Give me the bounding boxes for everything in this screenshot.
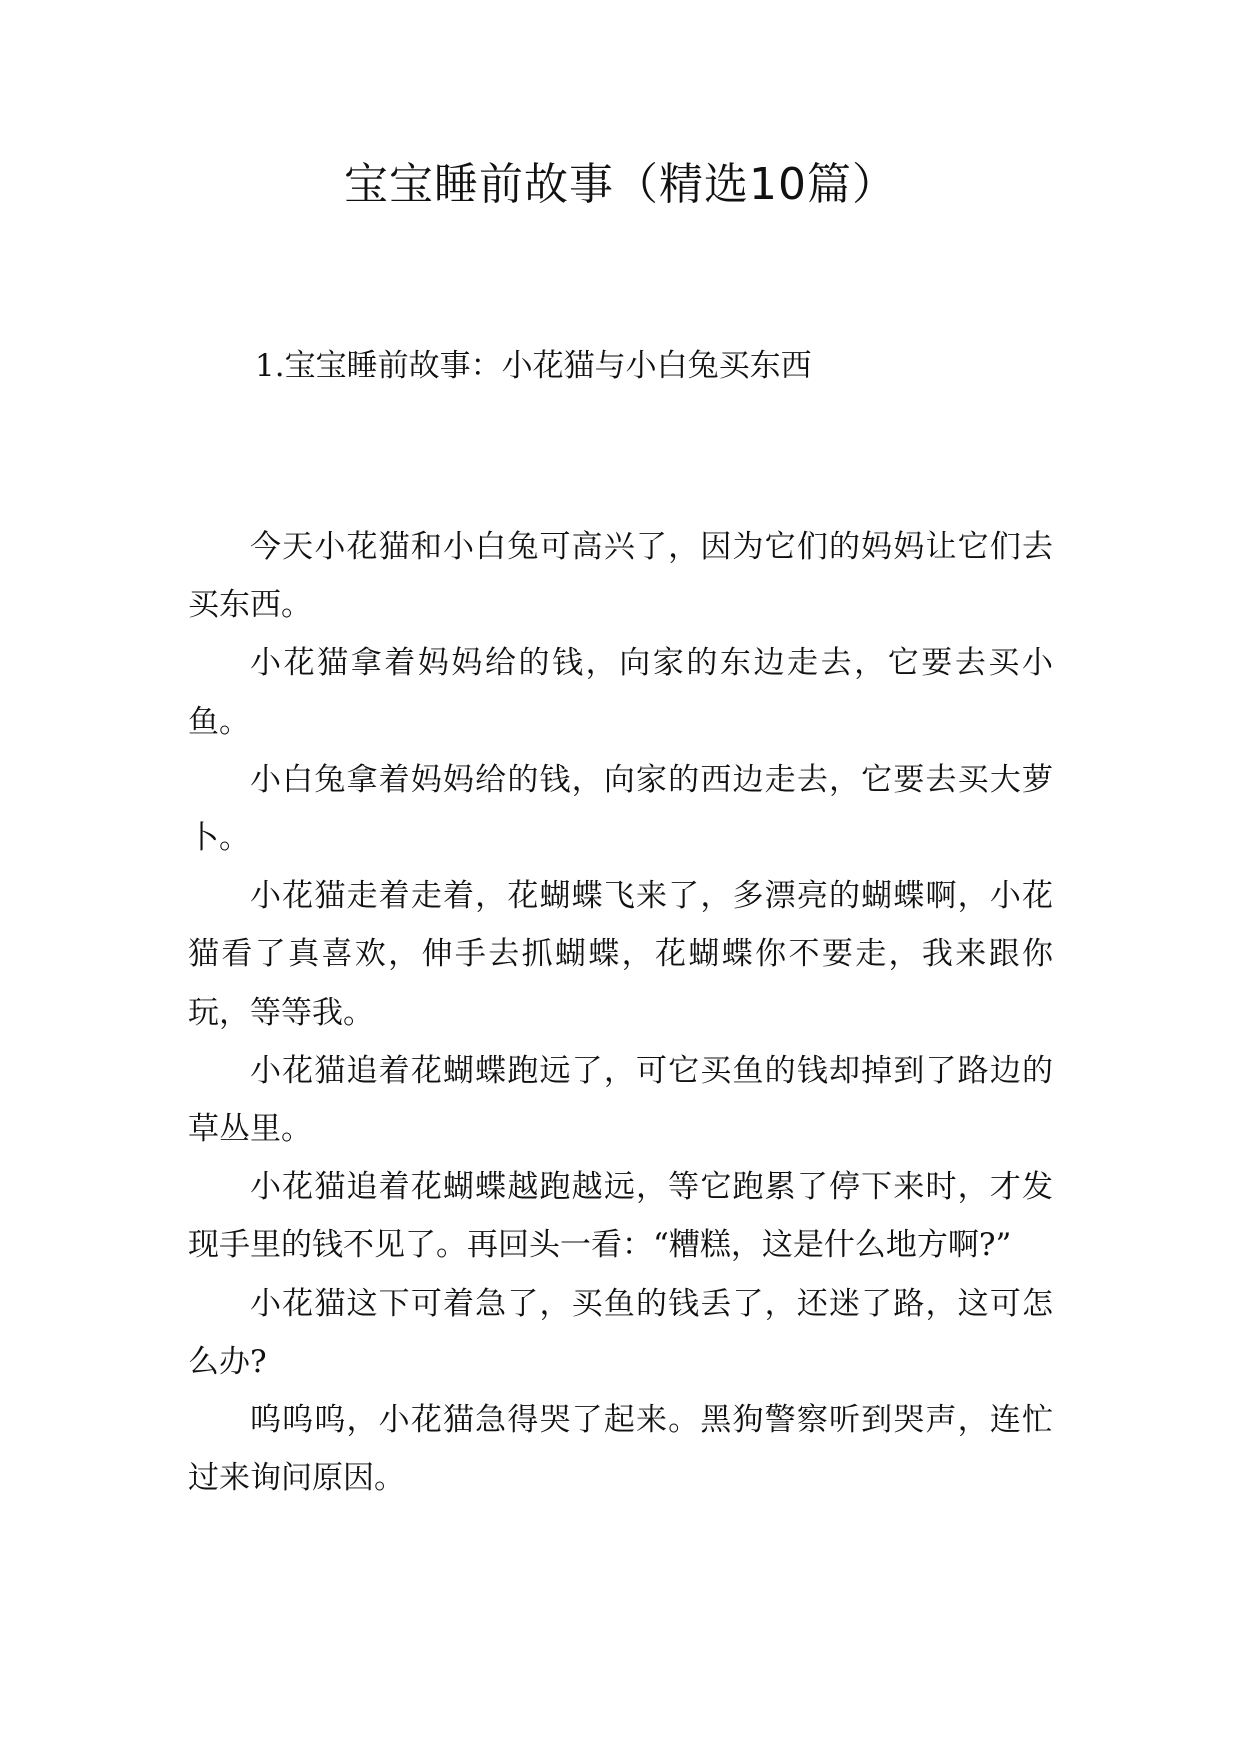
paragraph: 呜呜呜，小花猫急得哭了起来。黑狗警察听到哭声，连忙过来询问原因。 [188, 1402, 1053, 1497]
paragraph: 小白兔拿着妈妈给的钱，向家的西边走去，它要去买大萝卜。 [188, 761, 1053, 857]
paragraph: 小花猫拿着妈妈给的钱，向家的东边走去，它要去买小鱼。 [188, 645, 1053, 740]
section-heading: 1.宝宝睡前故事：小花猫与小白兔买东西 [255, 348, 812, 384]
paragraph: 小花猫追着花蝴蝶越跑越远，等它跑累了停下来时，才发现手里的钱不见了。再回头一看：“糟糕，这是什么地方啊?” [188, 1169, 1053, 1264]
paragraph: 小花猫这下可着急了，买鱼的钱丢了，还迷了路，这可怎么办? [188, 1285, 1053, 1380]
page-title: 宝宝睡前故事（精选10篇） [344, 159, 897, 210]
paragraph: 小花猫走着走着，花蝴蝶飞来了，多漂亮的蝴蝶啊，小花猫看了真喜欢，伸手去抓蝴蝶，花蝴蝶你不要走，我来跟你玩，等等我。 [188, 878, 1053, 1031]
paragraph: 今天小花猫和小白兔可高兴了，因为它们的妈妈让它们去买东西。 [188, 529, 1053, 624]
paragraph: 小花猫追着花蝴蝶跑远了，可它买鱼的钱却掉到了路边的草丛里。 [188, 1052, 1053, 1148]
story-body [188, 518, 1053, 1507]
